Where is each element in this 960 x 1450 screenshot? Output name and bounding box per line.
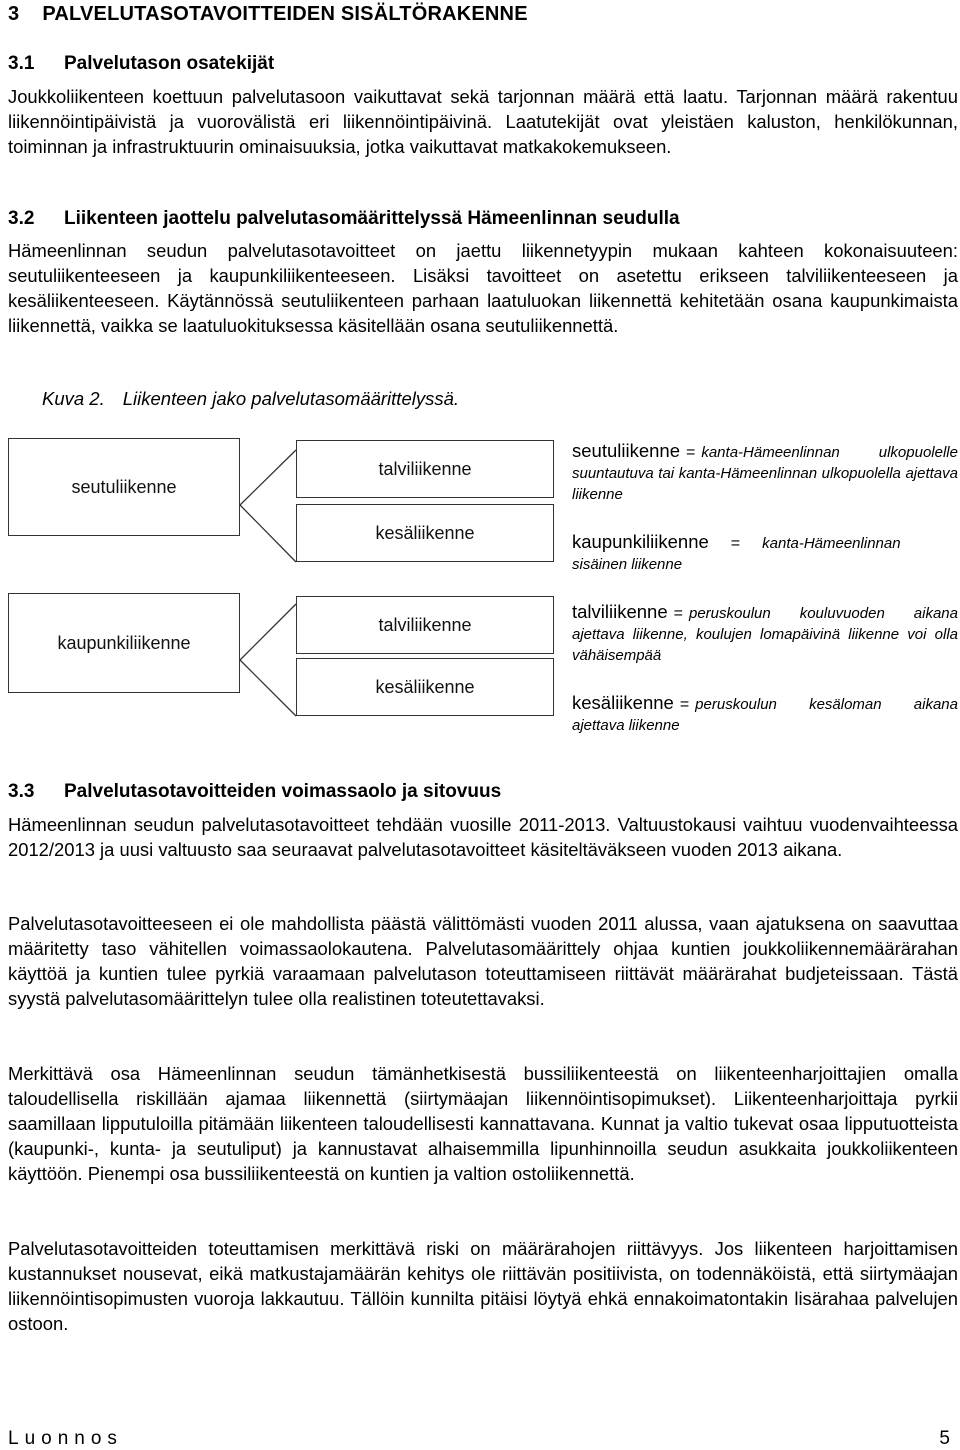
- connector-seutu-talvi: [240, 450, 296, 505]
- section-3-3-number: 3.3: [8, 781, 35, 802]
- main-heading-title: PALVELUTASOTAVOITTEIDEN SISÄLTÖRAKENNE: [42, 3, 528, 25]
- figure-caption: [42, 388, 459, 410]
- definition-term: kaupunkiliikenne: [572, 531, 709, 552]
- figure-caption-text: Liikenteen jako palvelutasomäärittelyssä.: [122, 388, 460, 409]
- box-kaupunkiliikenne: kaupunkiliikenne: [8, 593, 240, 693]
- section-3-3-paragraph-3: Merkittävä osa Hämeenlinnan seudun tämänhetkisestä bussiliikenteestä on liikenteenharjoittajien omalla taloudellisella riskillään ajamaa liikennettä (siirtymäajan liikennöintisopimukset). Liikenteenharjoittaja pyrkii saamillaan lipputuloilla pitämään liikenteen taloudellisesti kannattavana. Kunnat ja valtio tukevat osaa lipputuotteista (kaupunki-, kunta- ja seutuliput) ja kannustavat alhaisemmilla lipunhinnoilla seudun asukkaita joukkoliikenteen käyttöön. Pienempi osa bussiliikenteestä on kuntien ja valtion ostoliikennettä.: [8, 1063, 958, 1184]
- definition-term: kesäliikenne: [572, 692, 674, 713]
- box-seutuliikenne: seutuliikenne: [8, 438, 240, 536]
- definition-seutuliikenne: [572, 440, 958, 505]
- section-3-3-paragraph-4: Palvelutasotavoitteiden toteuttamisen merkittävä riski on määrärahojen riittävyys. Jos liikenteen harjoittamisen kustannukset nousevat, eikä matkustajamäärän kehitys ole riittävän positiivista, on todennäköistä, että siirtymäajan liikennöintisopimusten vuoroja lakkautuu. Tällöin kunnilta pitäisi löytyä ehkä ennakoimatontakin lisärahaa palvelujen ostoon.: [8, 1238, 958, 1334]
- connector-kaupunki-kesa: [240, 660, 296, 716]
- figure-caption-label: Kuva 2.: [42, 388, 105, 409]
- box-kaupunki-talviliikenne: talviliikenne: [296, 596, 554, 654]
- section-3-1-title: Palvelutason osatekijät: [64, 53, 275, 74]
- definition-text: kanta-Hämeenlinnan sisäinen liikenne: [572, 535, 901, 573]
- footer-draft-label: Luonnos: [8, 1428, 123, 1449]
- section-3-3-paragraph-1: Hämeenlinnan seudun palvelutasotavoitteet tehdään vuosille 2011-2013. Valtuustokausi vaihtuu vuodenvaihteessa 2012/2013 ja uusi valtuusto saa seuraavat palvelutasotavoitteet käsiteltäväkseen vuoden 2013 aikana.: [8, 814, 958, 860]
- definition-equals: =: [730, 535, 741, 552]
- section-3-1-heading: [8, 53, 274, 75]
- section-3-3-paragraph-2: Palvelutasotavoitteeseen ei ole mahdollista päästä välittömästi vuoden 2011 alussa, vaan ajatuksena on saavuttaa määritetty taso vähitellen voimassaolokautena. Palvelutasomäärittely ohjaa kuntien joukkoliikennemäärärahan käyttöä ja kuntien tulee pyrkiä varaamaan palvelutason toteuttamiseen riittävät määrärahat budjeteissaan. Tästä syystä palvelutasomäärittelyn tulee olla realistinen toteutettavaksi.: [8, 913, 958, 1009]
- main-heading: [8, 3, 528, 26]
- section-3-2-title: Liikenteen jaottelu palvelutasomäärittelyssä Hämeenlinnan seudulla: [64, 208, 680, 229]
- definition-term: seutuliikenne: [572, 440, 680, 461]
- definition-text: peruskoulun kouluvuoden aikana ajettava liikenne, koulujen lomapäivinä liikenne voi olla vähäisempää: [572, 605, 958, 664]
- section-3-1-number: 3.1: [8, 53, 35, 74]
- definition-text: peruskoulun kesäloman aikana ajettava liikenne: [572, 696, 958, 734]
- box-kaupunki-kesaliikenne: kesäliikenne: [296, 658, 554, 716]
- connector-kaupunki-talvi: [240, 604, 296, 660]
- box-seutu-kesaliikenne: kesäliikenne: [296, 504, 554, 562]
- connector-seutu-kesa: [240, 505, 296, 562]
- definition-text: kanta-Hämeenlinnan ulkopuolelle suuntautuva tai kanta-Hämeenlinnan ulkopuolella ajettava liikenne: [572, 444, 958, 503]
- definition-talviliikenne: [572, 601, 958, 666]
- definition-term: talviliikenne: [572, 601, 668, 622]
- section-3-2-body: Hämeenlinnan seudun palvelutasotavoitteet on jaettu liikennetyypin mukaan kahteen kokonaisuuteen: seutuliikenteeseen ja kaupunkiliikenteeseen. Lisäksi tavoitteet on asetettu erikseen talviliikenteeseen ja kesäliikenteeseen. Käytännössä seutuliikenteen parhaan laatuluokan liikennettä kehitetään osana kaupunkimaista liikennettä, vaikka se laatuluokituksessa käsitellään osana seutuliikennettä.: [8, 240, 958, 336]
- definition-equals: =: [679, 696, 690, 713]
- definition-kaupunkiliikenne: [572, 531, 958, 575]
- main-heading-number: 3: [8, 3, 20, 25]
- section-3-1-body: Joukkoliikenteen koettuun palvelutasoon vaikuttavat sekä tarjonnan määrä että laatu. Tarjonnan määrä rakentuu liikennöintipäivistä ja vuorovälistä eri liikennöintipäivinä. Laatutekijät ovat yleistäen kaluston, henkilökunnan, toiminnan ja infrastruktuurin ominaisuuksia, jotka vaikuttavat matkakokemukseen.: [8, 86, 958, 157]
- section-3-3-heading: [8, 781, 501, 803]
- section-3-2-number: 3.2: [8, 208, 35, 229]
- section-3-2-heading: [8, 208, 680, 230]
- definition-equals: =: [673, 605, 683, 622]
- definition-kesaliikenne: [572, 692, 958, 736]
- definition-equals: =: [686, 444, 696, 461]
- box-seutu-talviliikenne: talviliikenne: [296, 440, 554, 498]
- page-number: 5: [939, 1428, 950, 1449]
- section-3-3-title: Palvelutasotavoitteiden voimassaolo ja sitovuus: [64, 781, 502, 802]
